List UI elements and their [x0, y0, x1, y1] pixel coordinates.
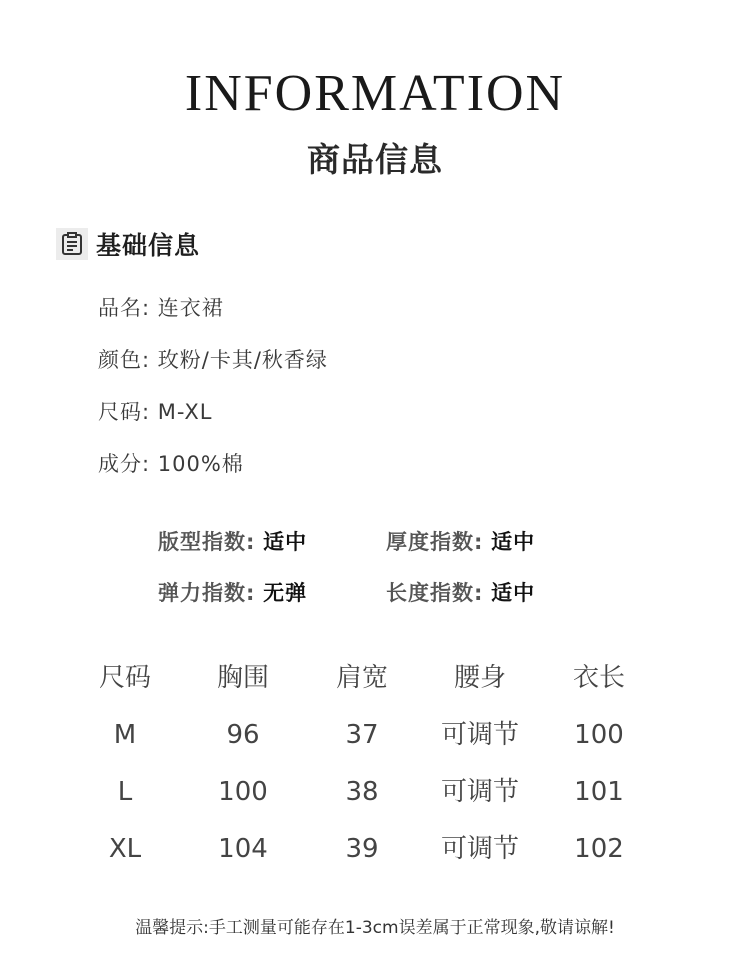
table-header-length: 衣长	[572, 663, 625, 693]
info-label: 颜色:	[98, 348, 151, 372]
index-value: 适中	[491, 581, 536, 605]
index-elasticity	[158, 578, 307, 608]
table-header-size: 尺码	[98, 663, 151, 693]
info-row-material	[98, 449, 244, 479]
info-value: M-XL	[157, 400, 213, 424]
index-label: 弹力指数:	[158, 581, 256, 605]
index-label: 长度指数:	[386, 581, 484, 605]
table-cell: M	[113, 720, 137, 750]
info-label: 品名:	[98, 296, 151, 320]
table-cell: 102	[574, 834, 624, 864]
table-header-waist: 腰身	[453, 663, 506, 693]
info-label: 尺码:	[98, 400, 151, 424]
index-thickness	[386, 527, 535, 557]
table-cell: 可调节	[440, 834, 519, 864]
info-row-name	[98, 293, 224, 323]
table-cell: 37	[345, 720, 379, 750]
table-cell: 96	[226, 720, 260, 750]
index-label: 版型指数:	[158, 530, 256, 554]
table-cell: 101	[574, 777, 624, 807]
table-cell: L	[117, 777, 133, 807]
table-cell: 100	[218, 777, 268, 807]
table-cell: XL	[108, 834, 142, 864]
title-chinese: 商品信息	[307, 140, 443, 179]
table-cell: 104	[218, 834, 268, 864]
section-header	[56, 226, 200, 262]
table-cell: 39	[345, 834, 379, 864]
index-value: 适中	[491, 530, 536, 554]
table-cell: 可调节	[440, 720, 519, 750]
footer-note: 温馨提示:手工测量可能存在1-3cm误差属于正常现象,敬请谅解!	[135, 918, 615, 938]
index-label: 厚度指数:	[386, 530, 484, 554]
title-english: INFORMATION	[184, 65, 566, 122]
table-cell: 38	[345, 777, 379, 807]
table-cell: 可调节	[440, 777, 519, 807]
clipboard-icon	[56, 228, 88, 260]
index-fit	[158, 527, 307, 557]
index-value: 适中	[263, 530, 308, 554]
index-length	[386, 578, 535, 608]
table-header-chest: 胸围	[216, 663, 269, 693]
info-value: 连衣裙	[157, 296, 224, 320]
info-value: 玫粉/卡其/秋香绿	[157, 348, 328, 372]
info-label: 成分:	[98, 452, 151, 476]
table-header-shoulder: 肩宽	[335, 663, 388, 693]
index-value: 无弹	[263, 581, 308, 605]
info-row-color	[98, 345, 328, 375]
info-row-size	[98, 397, 213, 427]
table-cell: 100	[574, 720, 624, 750]
section-title: 基础信息	[96, 231, 201, 260]
info-value: 100%棉	[157, 452, 244, 476]
